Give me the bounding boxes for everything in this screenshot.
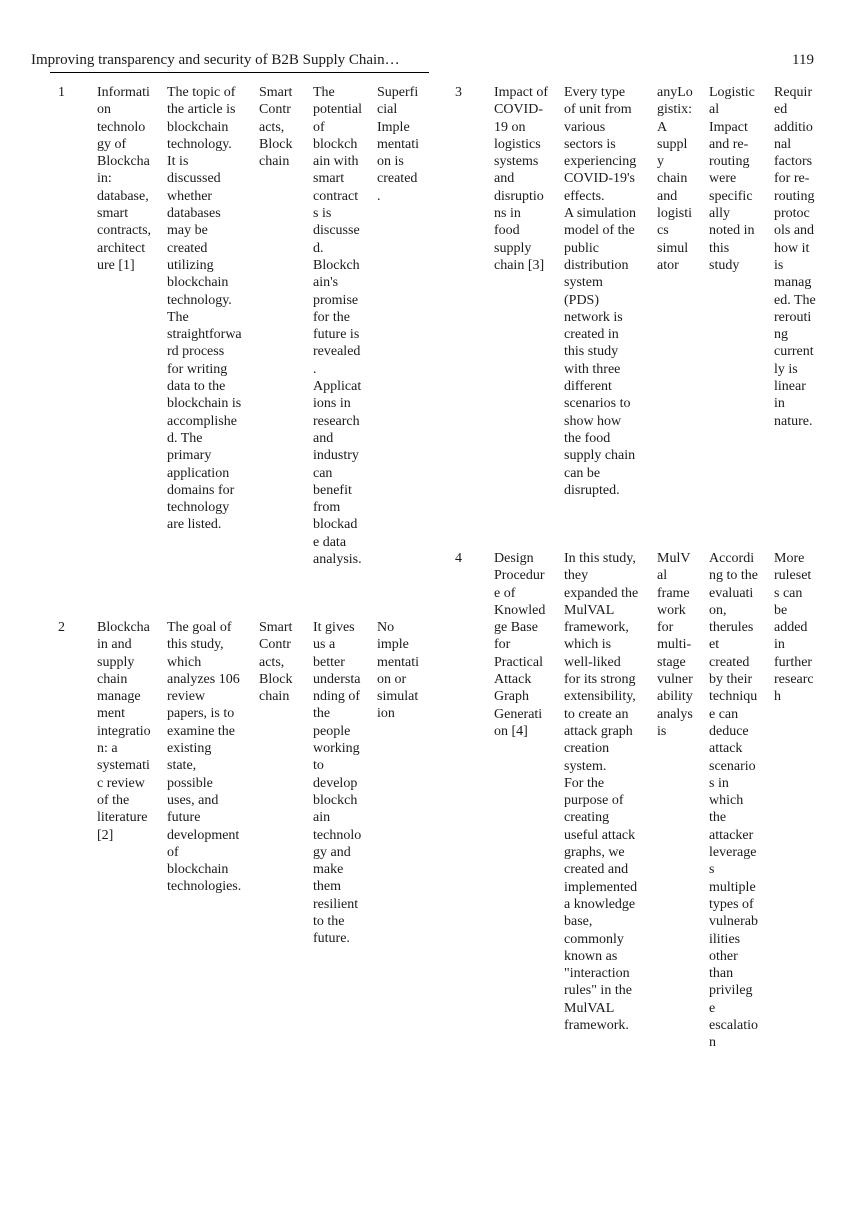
description-cell: The goal of this study, which analyzes 106 review papers, is to examine the existing state, possible uses, and future development of blockchain technologies. xyxy=(167,620,242,895)
technology-cell: Smart Contr acts, Block chain xyxy=(259,85,293,170)
description-cell: In this study, they expanded the MulVAL framework, which is well-liked for its strong extensibility, to create an attack graph creation system. For the purpose of creating useful attack graphs, we created and implemented a knowledge base, commonly known as "interaction rules" in the MulVAL framework. xyxy=(564,551,639,1034)
row-number: 2 xyxy=(58,620,65,635)
limitation-cell: No imple mentati on or simulat ion xyxy=(377,620,419,722)
paper-title-cell: Impact of COVID- 19 on logistics systems and disruptio ns in food supply chain [3] xyxy=(494,85,549,273)
paper-title-cell: Design Procedur e of Knowled ge Base for Practical Attack Graph Generati on [4] xyxy=(494,551,546,739)
outcome-cell: Logistic al Impact and re- routing were specific ally noted in this study xyxy=(709,85,755,273)
paper-title-cell: Informati on technolo gy of Blockcha in: database, smart contracts, architect ure [1] xyxy=(97,85,152,273)
limitation-cell: Superfi cial Imple mentati on is created . xyxy=(377,85,419,204)
description-cell: The topic of the article is blockchain technology. It is discussed whether databases may be created utilizing blockchain technology. The straightforwa rd process for writing data to the blockchain is accomplishe d. The primary application domains for technology are listed. xyxy=(167,85,242,533)
outcome-cell: The potential of blockch ain with smart contract s is discusse d. Blockch ain's promise for the future is revealed . Applicat ions in research and industry can benefit from blockad e data analysis. xyxy=(313,85,362,568)
limitation-cell: Requir ed additio nal factors for re- routing protoc ols and how it is manag ed. The rerouti ng current ly is linear in nature. xyxy=(774,85,816,429)
outcome-cell: It gives us a better understa nding of the people working to develop blockch ain technolo gy and make them resilient to the future. xyxy=(313,620,362,947)
running-header xyxy=(31,52,814,72)
row-number: 1 xyxy=(58,85,65,100)
paper-title-cell: Blockcha in and supply chain manage ment integratio n: a systemati c review of the literature [2] xyxy=(97,620,151,843)
outcome-cell: Accordi ng to the evaluati on, therules et created by their techniqu e can deduce attack scenario s in which the attacker leverage s multiple types of vulnerab ilities other than privileg e escalatio n xyxy=(709,551,758,1051)
description-cell: Every type of unit from various sectors is experiencing COVID-19's effects. A simulation model of the public distribution system (PDS) network is created in this study with three different scenarios to show how the food supply chain can be disrupted. xyxy=(564,85,637,498)
page-number: 119 xyxy=(792,52,814,68)
technology-cell: MulV al frame work for multi- stage vulner ability analys is xyxy=(657,551,693,739)
running-title: Improving transparency and security of B2B Supply Chain… xyxy=(31,52,400,68)
technology-cell: Smart Contr acts, Block chain xyxy=(259,620,293,705)
row-number: 4 xyxy=(455,551,462,566)
technology-cell: anyLo gistix: A suppl y chain and logisti cs simul ator xyxy=(657,85,693,273)
limitation-cell: More ruleset s can be added in further researc h xyxy=(774,551,814,705)
row-number: 3 xyxy=(455,85,462,100)
header-rule xyxy=(50,72,429,73)
